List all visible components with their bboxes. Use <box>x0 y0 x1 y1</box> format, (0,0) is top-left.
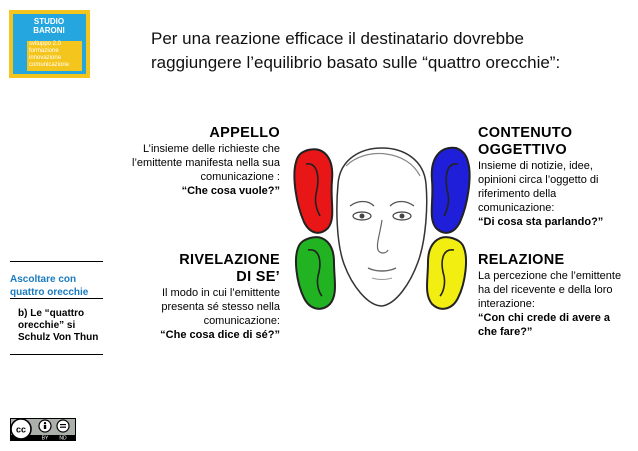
by-label: BY <box>41 435 49 441</box>
logo-tag-line2: formazione <box>29 48 59 54</box>
rivelazione-block <box>118 252 280 342</box>
blue-ear-icon <box>432 148 470 233</box>
logo-tag-line4: comunicazione <box>29 62 70 68</box>
heading-line1: Per una reazione efficace il destinatario dovrebbe <box>151 29 524 48</box>
sidebar-divider <box>10 261 103 262</box>
yellow-ear-icon <box>427 237 466 309</box>
rivelazione-question: “Che cosa dice di sé?” <box>160 329 280 341</box>
cc-icon <box>11 419 31 439</box>
logo-tag-line1: sviluppo 2.0 <box>29 41 62 47</box>
rivelazione-title-line1: RIVELAZIONE <box>179 252 280 268</box>
contenuto-title-line1: CONTENUTO <box>478 125 573 141</box>
logo-name-line2: BARONI <box>33 26 65 35</box>
face-icon <box>337 148 427 306</box>
contenuto-block <box>478 125 628 229</box>
logo-name-line1: STUDIO <box>33 17 65 26</box>
slide-heading <box>151 27 621 75</box>
nd-icon <box>57 420 69 432</box>
cc-license-badge <box>10 418 76 441</box>
logo-tag-line3: innovazione <box>29 55 62 61</box>
appello-question: “Che cosa vuole?” <box>181 185 280 197</box>
sidebar-item-active[interactable]: Ascoltare con quattro orecchie <box>10 274 89 298</box>
four-ears-face-illustration <box>290 144 474 320</box>
rivelazione-body: Il modo in cui l’emittente presenta sé stesso nella comunicazione: <box>161 287 280 327</box>
appello-body: L’insieme delle richieste che l’emittente manifesta nella sua comunicazione : <box>132 143 280 183</box>
studio-baroni-logo <box>9 10 90 78</box>
sidebar-item[interactable]: b) Le “quattro orecchie” si Schulz Von Thun <box>18 308 99 343</box>
by-icon <box>39 420 51 432</box>
nd-label: ND <box>59 435 67 441</box>
relazione-body: La percezione che l’emittente ha del ricevente e della loro interazione: <box>478 270 622 310</box>
appello-block <box>118 125 280 198</box>
contenuto-question: “Di cosa sta parlando?” <box>478 216 604 228</box>
rivelazione-title-line2: DI SE’ <box>236 269 280 285</box>
svg-text:cc: cc <box>15 424 27 435</box>
red-ear-icon <box>294 149 332 233</box>
sidebar-divider <box>10 354 103 355</box>
green-ear-icon <box>296 237 335 309</box>
relazione-question: “Con chi crede di avere a che fare?” <box>478 312 611 338</box>
contenuto-title-line2: OGGETTIVO <box>478 142 567 158</box>
sidebar-divider <box>10 298 103 299</box>
heading-line2: raggiungere l’equilibrio basato sulle “quattro orecchie”: <box>151 53 561 72</box>
contenuto-body: Insieme di notizie, idee, opinioni circa l’oggetto di riferimento della comunicazione: <box>478 160 599 214</box>
relazione-title: RELAZIONE <box>478 252 565 268</box>
relazione-block <box>478 252 628 339</box>
appello-title: APPELLO <box>209 125 280 141</box>
